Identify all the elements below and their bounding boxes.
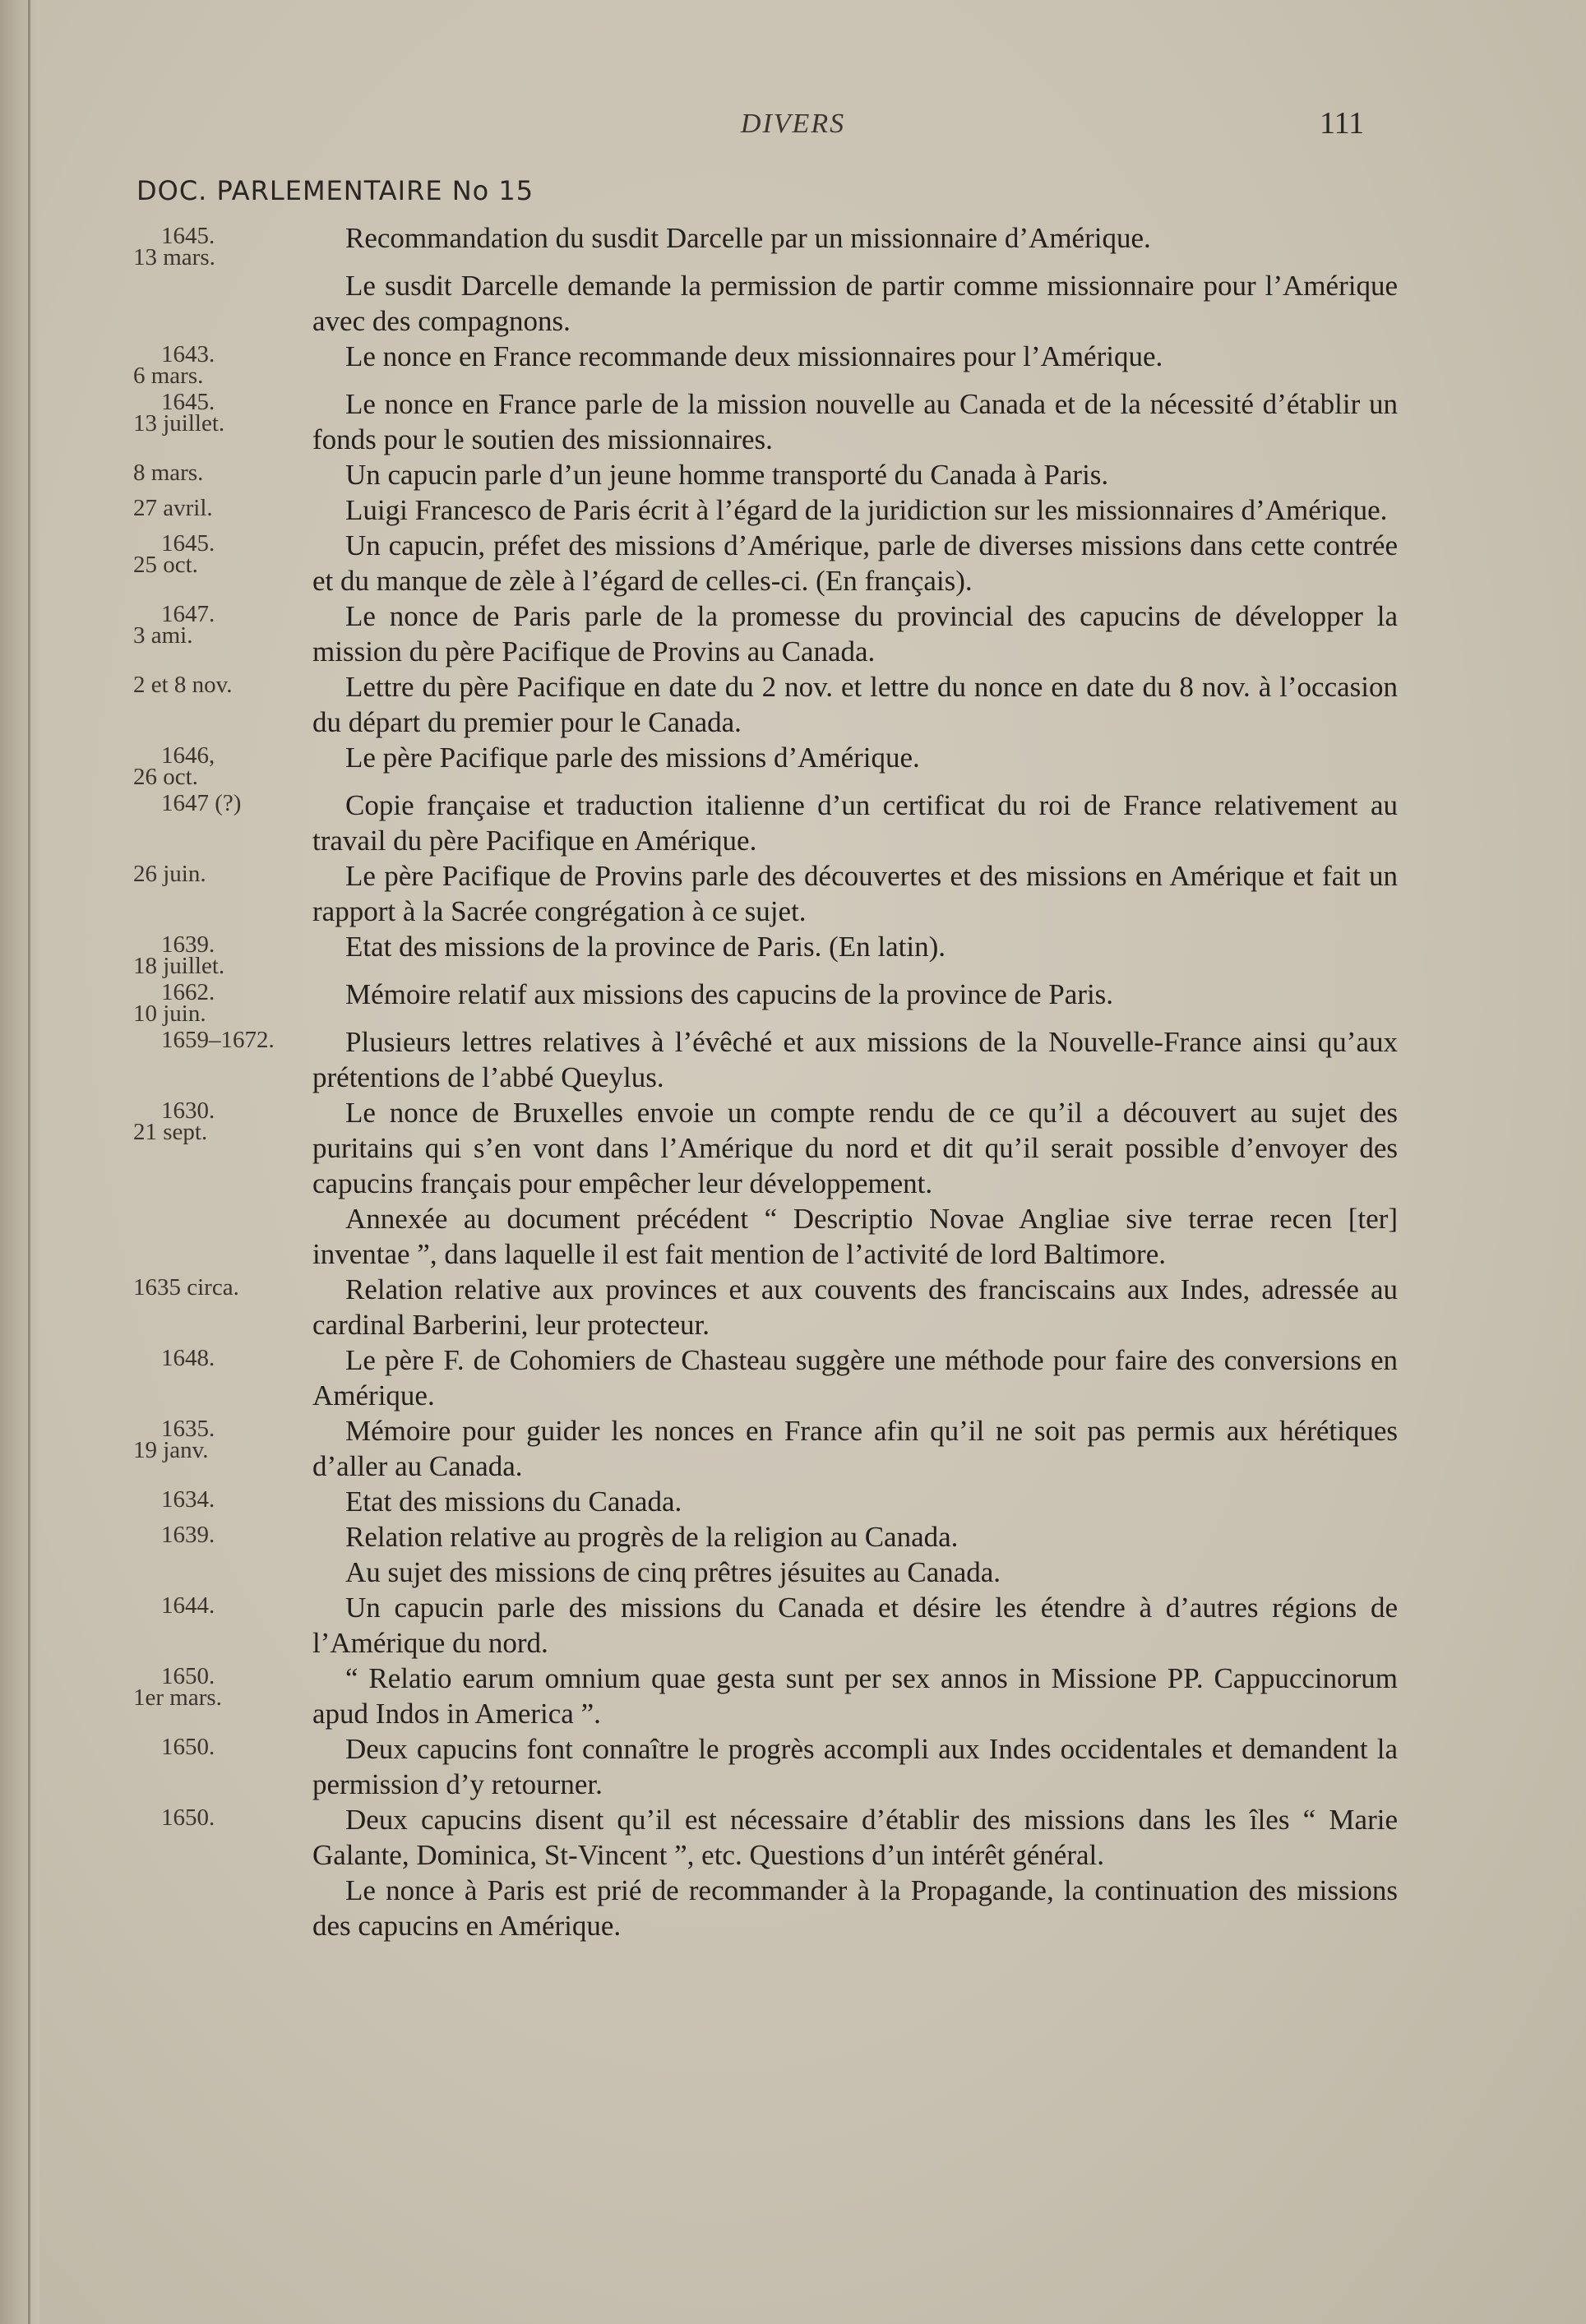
entry-date [132, 1024, 312, 1051]
entry-date [132, 1095, 312, 1143]
entry-text: Mémoire pour guider les nonces en France afin qu’il ne soit pas permis aux hérétiques d’aller au Canada. [312, 1415, 1398, 1482]
list-item [132, 1519, 1398, 1555]
entry-date-year: 1662. [161, 979, 215, 1005]
entry-date [132, 1484, 312, 1513]
entry-date [132, 492, 312, 519]
entry-date-day: 10 juin. [133, 1000, 206, 1027]
list-item [132, 339, 1398, 389]
entry-text: Annexée au document précédent “ Descriptio Novae Angliae sive terrae recen [ter] inventae ”, dans laquelle il est fait mention de l’activité de lord Baltimore. [312, 1203, 1398, 1270]
entry-date [132, 1519, 312, 1548]
page-binding-edge [0, 0, 39, 2324]
entry-text: Mémoire relatif aux missions des capucins de la province de Paris. [345, 978, 1114, 1010]
entry-text: Le nonce en France recommande deux missionnaires pour l’Amérique. [345, 340, 1163, 372]
list-item [132, 977, 1398, 1027]
list-item [132, 1024, 1398, 1095]
entry-date-year: 1639. [161, 1522, 215, 1548]
list-item [132, 220, 1398, 268]
list-item [132, 1731, 1398, 1802]
entry-date-day: 27 avril. [133, 495, 213, 521]
list-item [132, 1201, 1398, 1272]
entry-date [132, 1272, 312, 1301]
entry-date-year: 1635. [161, 1416, 215, 1442]
entry-date [132, 1802, 312, 1831]
list-item [132, 1484, 1398, 1519]
entry-date [132, 339, 312, 389]
entry-date-year: 1650. [161, 1663, 215, 1689]
list-item [132, 268, 1398, 339]
entry-text: Relation relative au progrès de la religion au Canada. [345, 1521, 959, 1553]
list-item [132, 788, 1398, 858]
entry-text: Luigi Francesco de Paris écrit à l’égard de la juridiction sur les missionnaires d’Amérique. [345, 494, 1388, 526]
entry-date-day: 13 mars. [133, 244, 215, 270]
entries-list [132, 220, 1398, 1943]
entry-date [132, 1590, 312, 1619]
entry-date-day: 18 juillet. [133, 953, 225, 979]
document-label: DOC. PARLEMENTAIRE No 15 [136, 175, 534, 206]
entry-text: “ Relatio earum omnium quae gesta sunt per sex annos in Missione PP. Cappuccinorum apud Indos in America ”. [312, 1662, 1398, 1730]
entry-date-day: 21 sept. [133, 1119, 208, 1145]
entry-date [132, 386, 312, 437]
list-item [132, 598, 1398, 669]
entry-text: Un capucin, préfet des missions d’Amérique, parle de diverses missions dans cette contrée et du manque de zèle à l’égard de celles-ci. (En français). [312, 529, 1398, 597]
entry-date-day: 2 et 8 nov. [133, 672, 233, 698]
entry-date-year: 1650. [161, 1804, 215, 1831]
entry-text: Le père Pacifique de Provins parle des découvertes et des missions en Amérique et fait un rapport à la Sacrée congrégation à ce sujet. [312, 860, 1398, 927]
entry-date-year: 1648. [161, 1345, 215, 1371]
list-item [132, 1802, 1398, 1873]
entry-date [132, 1201, 312, 1206]
entry-date-year: 1634. [161, 1486, 215, 1513]
entry-text: Le nonce de Bruxelles envoie un compte rendu de ce qu’il a découvert au sujet des puritains qui s’en vont dans l’Amérique du nord et dit qu’il serait possible d’envoyer des capucins français pour empêcher leur développement. [312, 1097, 1398, 1199]
entry-text: Le père F. de Cohomiers de Chasteau suggère une méthode pour faire des conversions en Amérique. [312, 1344, 1398, 1411]
entry-text: Au sujet des missions de cinq prêtres jésuites au Canada. [345, 1556, 1001, 1588]
entry-text: Etat des missions de la province de Paris. (En latin). [345, 931, 946, 963]
list-item [132, 528, 1398, 598]
entry-text: Relation relative aux provinces et aux couvents des franciscains aux Indes, adressée au cardinal Barberini, leur protecteur. [312, 1273, 1398, 1341]
entry-text: Lettre du père Pacifique en date du 2 nov. et lettre du nonce en date du 8 nov. à l’occasion du départ du premier pour le Canada. [312, 671, 1398, 738]
list-item [132, 1873, 1398, 1943]
entry-date-day: 13 juillet. [133, 410, 225, 437]
entry-date-year: 1643. [161, 341, 215, 367]
entry-date-year: 1645. [161, 223, 215, 249]
entry-date [132, 669, 312, 698]
entry-date [132, 1413, 312, 1461]
entry-date-year: 1630. [161, 1097, 215, 1124]
list-item [132, 457, 1398, 492]
entry-date-day: 1635 circa. [133, 1274, 239, 1301]
entry-date-year: 1650. [161, 1734, 215, 1760]
entry-date-day: 26 oct. [133, 764, 198, 790]
list-item [132, 1661, 1398, 1731]
entry-text: Plusieurs lettres relatives à l’évêché et aux missions de la Nouvelle-France ainsi qu’aux prétentions de l’abbé Queylus. [312, 1026, 1398, 1093]
list-item [132, 386, 1398, 457]
entry-text: Deux capucins font connaître le progrès accompli aux Indes occidentales et demandent la permission d’y retourner. [312, 1733, 1398, 1800]
list-item [132, 1095, 1398, 1201]
entry-date [132, 268, 312, 273]
running-title: DIVERS [740, 109, 846, 139]
entry-text: Deux capucins disent qu’il est nécessaire d’établir des missions dans les îles “ Marie Galante, Dominica, St-Vincent ”, etc. Questions d’un intérêt général. [312, 1804, 1398, 1871]
list-item [132, 1272, 1398, 1342]
list-item [132, 1413, 1398, 1484]
entry-date-year: 1644. [161, 1592, 215, 1619]
entry-date [132, 457, 312, 486]
entry-date [132, 1342, 312, 1369]
page-number: 111 [1320, 106, 1365, 141]
entry-text: Le nonce en France parle de la mission nouvelle au Canada et de la nécessité d’établir un fonds pour le soutien des missionnaires. [312, 388, 1398, 455]
entry-date [132, 788, 312, 814]
list-item [132, 669, 1398, 740]
entry-text: Le père Pacifique parle des missions d’Amérique. [345, 742, 920, 774]
entry-date [132, 1731, 312, 1758]
entry-date-day: 8 mars. [133, 460, 204, 486]
entry-date [132, 929, 312, 977]
entry-date [132, 528, 312, 578]
entry-text: Le susdit Darcelle demande la permission de partir comme missionnaire pour l’Amérique avec des compagnons. [312, 270, 1398, 337]
entry-date-year: 1646, [161, 742, 215, 769]
entry-text: Etat des missions du Canada. [345, 1485, 682, 1518]
entry-date-day: 3 ami. [133, 622, 193, 649]
entry-date [132, 598, 312, 649]
entry-date-year: 1639. [161, 931, 215, 958]
list-item [132, 929, 1398, 977]
entry-text: Le nonce à Paris est prié de recommander à la Propagande, la continuation des missions des capucins en Amérique. [312, 1874, 1398, 1942]
entry-date-day: 26 juin. [133, 861, 206, 887]
list-item [132, 1342, 1398, 1413]
list-item [132, 492, 1398, 528]
entry-date [132, 220, 312, 268]
entry-text: Copie française et traduction italienne d’un certificat du roi de France relativement au travail du père Pacifique en Amérique. [312, 789, 1398, 857]
list-item [132, 740, 1398, 788]
entry-text: Un capucin parle d’un jeune homme transporté du Canada à Paris. [345, 459, 1109, 491]
entry-date-year: 1645. [161, 389, 215, 415]
entry-date [132, 977, 312, 1027]
list-item [132, 1590, 1398, 1661]
entry-date-day: 25 oct. [133, 552, 198, 578]
entry-date-day: 6 mars. [133, 363, 204, 389]
entry-text: Le nonce de Paris parle de la promesse du provincial des capucins de développer la mission du père Pacifique de Provins au Canada. [312, 600, 1398, 668]
entry-date-day: 19 janv. [133, 1437, 209, 1463]
list-item [132, 1555, 1398, 1590]
binding-line [28, 0, 30, 2324]
entry-date [132, 1873, 312, 1878]
entry-text: Un capucin parle des missions du Canada et désire les étendre à d’autres régions de l’Amérique du nord. [312, 1592, 1398, 1659]
entry-date [132, 1661, 312, 1711]
entry-date [132, 1555, 312, 1559]
entry-text: Recommandation du susdit Darcelle par un missionnaire d’Amérique. [345, 222, 1151, 254]
list-item [132, 858, 1398, 929]
entry-date-year: 1645. [161, 530, 215, 557]
entry-date [132, 740, 312, 788]
entry-date-year: 1647 (?) [161, 790, 242, 816]
entry-date [132, 858, 312, 885]
entry-date-day: 1er mars. [133, 1684, 222, 1711]
entry-date-year: 1647. [161, 601, 215, 627]
entry-date-year: 1659–1672. [161, 1027, 275, 1053]
